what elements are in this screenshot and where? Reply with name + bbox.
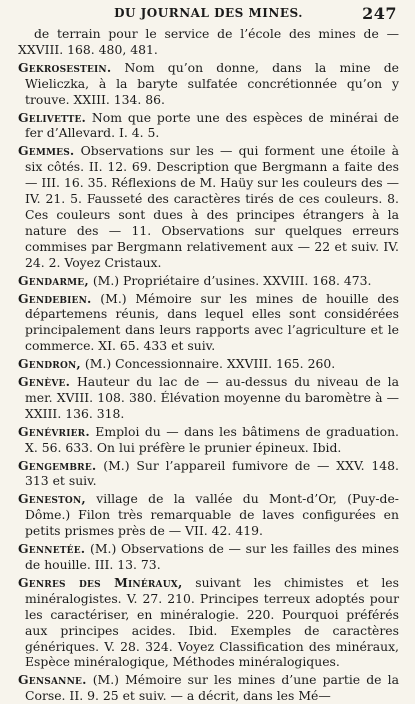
index-entry [18, 291, 399, 355]
index-entry [18, 491, 399, 539]
entry-text: (M.) Observations de — sur les failles des mines de houille. III. 13. 73. [25, 541, 399, 572]
entry-text: (M.) Sur l’appareil fumivore de — XXV. 148. 313 et suiv. [25, 457, 399, 489]
entry-headword: Gennetée. [18, 541, 86, 557]
entry-headword: Genévrier. [18, 423, 90, 439]
index-entry [18, 273, 399, 289]
entry-text: (M.) Mémoire sur les mines d’une partie de la Corse. II. 9. 25 et suiv. — a décrit, dans les Mé— [25, 672, 399, 704]
entry-headword: Gendarme, [18, 272, 89, 288]
index-entry [18, 672, 399, 704]
entry-text: Observations sur les — qui forment une étoile à six côtés. II. 12. 69. Description que Bergmann a faite des — III. 16. 35. Réflexions de M. Haüy sur les couleurs des — IV. 21. 5. Fausseté des caractères tirés de ces couleurs. 8. Ces couleurs sont dues à des principes étrangers à la nature des — 11. Observations sur quelques erreurs commises par Bergmann relativement aux — 22 et suiv. IV. 24. 2. Voyez Cristaux. [25, 143, 399, 270]
index-entry [18, 424, 399, 456]
entry-text: Nom que porte une des espèces de minérai de fer d’Allevard. I. 4. 5. [25, 109, 399, 141]
entry-headword: Gekrosestein. [18, 59, 112, 75]
entry-headword: Geneston, [18, 491, 86, 507]
index-entries [18, 26, 399, 704]
entry-text: Emploi du — dans les bâtimens de graduation. X. 56. 633. On lui préfère le prunier épineux. Ibid. [25, 423, 399, 455]
entry-text: (M.) Concessionnaire. XXVIII. 165. 260. [80, 356, 336, 372]
index-entry [18, 575, 399, 670]
entry-headword: Gendebien. [18, 290, 92, 306]
index-entry [18, 26, 399, 58]
index-entry [18, 110, 399, 142]
index-entry [18, 374, 399, 422]
entry-headword: Genres des Minéraux, [18, 574, 183, 590]
entry-text: (M.) Mémoire sur les mines de houille des départemens réunis, dans lequel elles sont considérées principalement dans leurs rapports avec l’agriculture et le commerce. XI. 65. 433 et suiv. [25, 290, 399, 354]
entry-headword: Gelivette. [18, 109, 87, 125]
entry-text: de terrain pour le service de l’école des mines de — XXVIII. 168. 480, 481. [18, 26, 399, 57]
page-number: 247 [362, 4, 397, 23]
running-title: DU JOURNAL DES MINES. [114, 6, 303, 20]
entry-text: Nom qu’on donne, dans la mine de Wieliczka, à la baryte sulfatée concrétionnée qu’on y trouve. XXIII. 134. 86. [25, 59, 399, 107]
index-entry [18, 458, 399, 490]
entry-text: Hauteur du lac de — au-dessus du niveau de la mer. XVIII. 108. 380. Élévation moyenne du baromètre à — XXIII. 136. 318. [25, 374, 399, 421]
entry-headword: Gemmes. [18, 143, 75, 159]
index-entry [18, 143, 399, 270]
entry-headword: Gendron, [18, 356, 81, 372]
entry-headword: Gensanne. [18, 672, 87, 688]
entry-text: village de la vallée du Mont-d’Or, (Puy-de-Dôme.) Filon très remarquable de laves configurées en petits prismes près de — VII. 42. 419. [25, 491, 399, 539]
entry-headword: Gengembre. [18, 457, 97, 473]
index-entry [18, 356, 399, 372]
index-entry [18, 60, 399, 108]
index-entry [18, 541, 399, 573]
running-header [18, 4, 399, 26]
entry-text: (M.) Propriétaire d’usines. XXVIII. 168. 473. [88, 272, 372, 288]
entry-text: suivant les chimistes et les minéralogistes. V. 27. 210. Principes terreux adoptés pour les caractériser, en minéralogie. 220. Pourquoi préférés aux principes acides. Ibid. Exemples de caractères génériques. V. 28. 324. Voyez Classification des minéraux, Espèce minéralogique, Méthodes minéralogiques. [25, 574, 400, 670]
entry-headword: Genève. [18, 374, 71, 390]
